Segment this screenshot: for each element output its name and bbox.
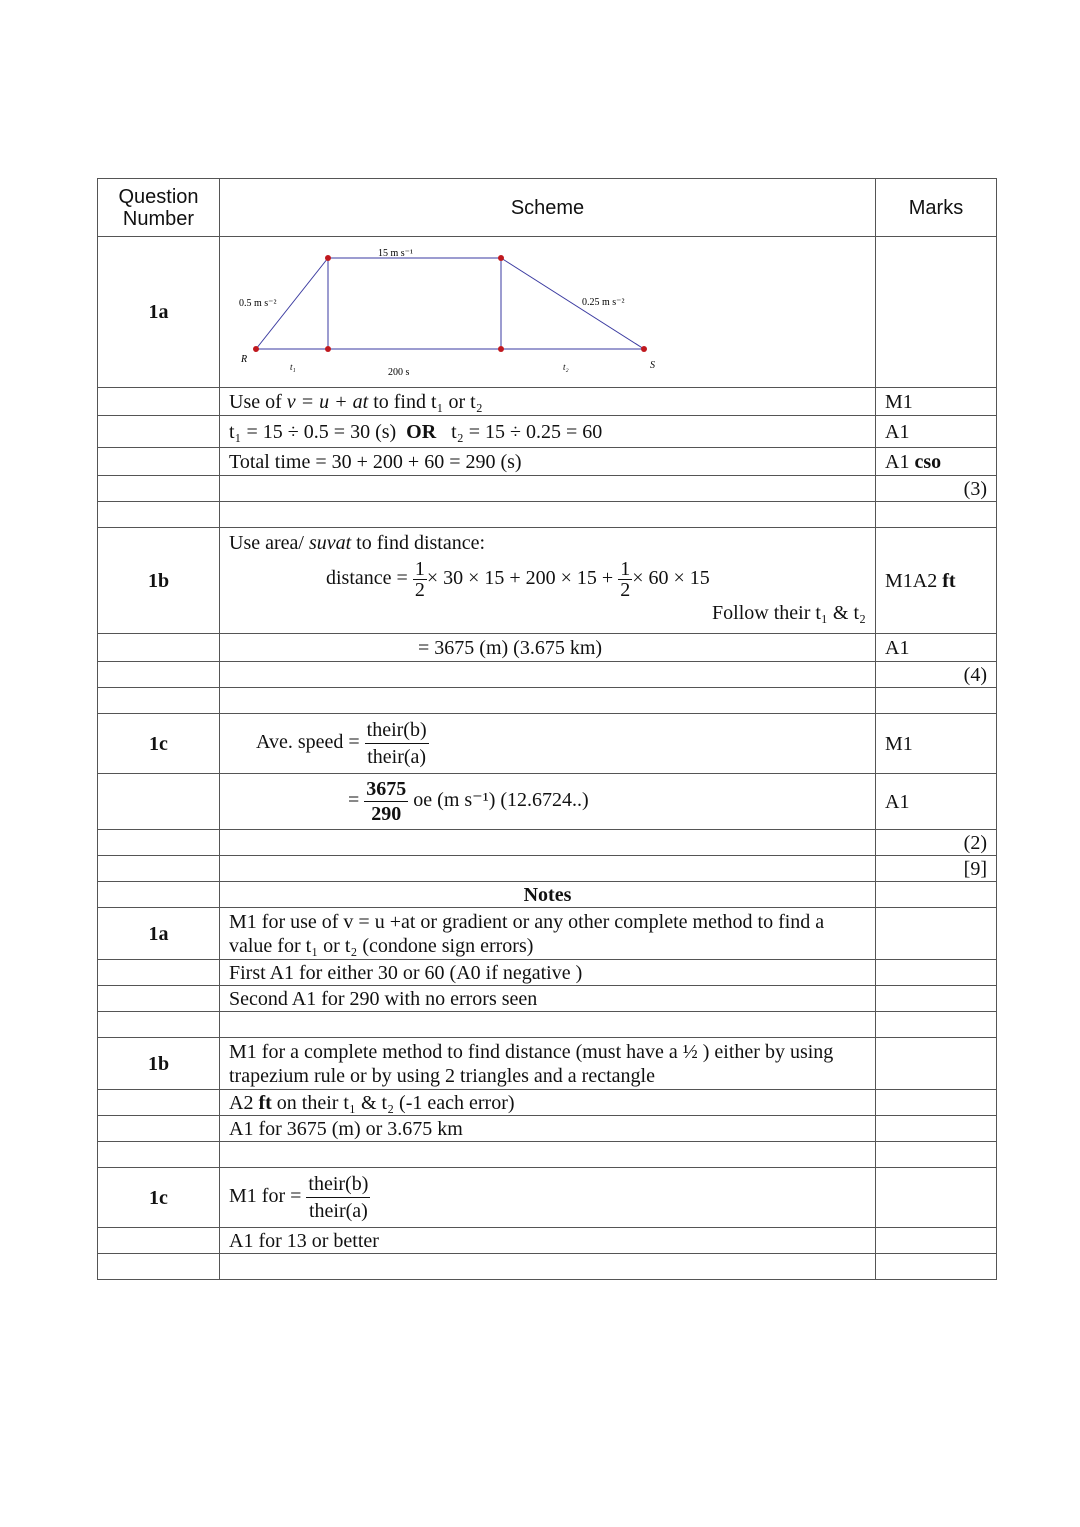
velocity-time-diagram — [220, 237, 875, 387]
spacer-row — [98, 1254, 997, 1280]
q1-grand-total-row — [98, 856, 997, 882]
q1c-mark: M1 — [876, 714, 997, 774]
q1b-follow-note: Follow their t₁ & t₂ — [712, 602, 866, 624]
note-1c-row — [98, 1168, 997, 1228]
note-1b-row — [98, 1038, 997, 1090]
note-1a-a1-row — [98, 960, 997, 986]
q1a-line3: Total time = 30 + 200 + 60 = 290 (s) — [220, 448, 876, 476]
q1b-result: = 3675 (m) (3.675 km) — [220, 634, 876, 662]
q1a-line1: Use of v = u + at to find t₁ or t₂ — [220, 388, 876, 416]
q1c-value-mark: A1 — [876, 774, 997, 830]
note-1b-a1-row — [98, 1116, 997, 1142]
note-1a-label: 1a — [98, 908, 220, 960]
header-question-number: Question Number — [98, 179, 220, 237]
q1b-total-row — [98, 662, 997, 688]
label-t1: t₁ — [290, 362, 296, 372]
point-S — [641, 346, 647, 352]
q1a-diagram-row — [98, 237, 997, 388]
velocity-time-diagram-cell — [220, 237, 876, 388]
q1a-total-row — [98, 476, 997, 502]
note-1b-label: 1b — [98, 1038, 220, 1090]
q1c-ave-speed: Ave. speed = $\frac{\text{their(b)}}{\text{their(a)}}$ — [220, 714, 876, 774]
q1b-working — [220, 528, 876, 634]
q1c-number: 1c — [98, 714, 220, 774]
top-speed-label: 15 m s⁻¹ — [378, 248, 413, 259]
note-1c-label: 1c — [98, 1168, 220, 1228]
q1c-total-row — [98, 830, 997, 856]
point-R — [253, 346, 259, 352]
q1a-line1-mark: M1 — [876, 388, 997, 416]
note-1a-a1b-row — [98, 986, 997, 1012]
q1b-main-row — [98, 528, 997, 634]
notes-title: Notes — [220, 882, 876, 908]
q1-grand-total: [9] — [876, 856, 997, 882]
q1c-value-row — [98, 774, 997, 830]
note-1a-row — [98, 908, 997, 960]
q1b-mark: M1A2 ft — [876, 528, 997, 634]
label-t2: t₂ — [563, 362, 569, 372]
q1a-line1-row — [98, 388, 997, 416]
q1c-main-row — [98, 714, 997, 774]
point-base-right — [498, 346, 504, 352]
spacer-row — [98, 688, 997, 714]
note-1c-a1: A1 for 13 or better — [220, 1228, 876, 1254]
decel-label: 0.25 m s⁻² — [582, 297, 625, 308]
note-1a-a1b: Second A1 for 290 with no errors seen — [220, 986, 876, 1012]
half-fraction: $\frac{1}{2}$ — [414, 558, 425, 601]
header-marks: Marks — [876, 179, 997, 237]
q1c-fraction: $\frac{\text{their(b)}}{\text{their(a)}}$ — [366, 719, 427, 768]
q1c-value: = $\frac{3675}{290}$ oe (m s⁻¹) (12.6724..) — [220, 774, 876, 830]
q1b-result-row — [98, 634, 997, 662]
q1a-number: 1a — [98, 237, 220, 388]
note-1c-a1-row — [98, 1228, 997, 1254]
label-S: S — [650, 360, 655, 371]
note-1a-a1: First A1 for either 30 or 60 (A0 if negative ) — [220, 960, 876, 986]
q1a-line2: t₁ = 15 ÷ 0.5 = 30 (s) OR t₂ = 15 ÷ 0.25 = 60 — [220, 416, 876, 448]
q1b-distance-expression: distance = $\frac{1}{2}$ × 30 × 15 + 200 × 15 + $\frac{1}{2}$ × 60 × 15 — [326, 558, 710, 601]
q1a-line3-row — [98, 448, 997, 476]
spacer-row — [98, 1012, 997, 1038]
q1c-total: (2) — [876, 830, 997, 856]
label-R: R — [241, 354, 248, 365]
q1a-line2-row — [98, 416, 997, 448]
note-1b-m1: M1 for a complete method to find distance (must have a ½ ) either by using trapezium rule or by using 2 triangles and a rectangle — [220, 1038, 876, 1090]
note-1c-m1: M1 for = $\frac{\text{their(b)}}{\text{their(a)}}$ — [220, 1168, 876, 1228]
q1a-line3-mark: A1 cso — [876, 448, 997, 476]
q1a-line2-mark: A1 — [876, 416, 997, 448]
point-top-left — [325, 255, 331, 261]
spacer-row — [98, 1142, 997, 1168]
point-base-left — [325, 346, 331, 352]
half-fraction-2: $\frac{1}{2}$ — [620, 558, 631, 601]
point-top-right — [498, 255, 504, 261]
q1b-intro: Use area/ suvat to find distance: — [229, 532, 486, 554]
note-1b-a1: A1 for 3675 (m) or 3.675 km — [220, 1116, 876, 1142]
mark-scheme-table — [97, 178, 997, 1280]
q1b-result-mark: A1 — [876, 634, 997, 662]
spacer-row — [98, 502, 997, 528]
q1b-total: (4) — [876, 662, 997, 688]
label-mid: 200 s — [388, 367, 410, 378]
notes-title-row — [98, 882, 997, 908]
note-1b-a2: A2 ft on their t₁ & t₂ (-1 each error) — [220, 1090, 876, 1116]
note-1b-a2-row — [98, 1090, 997, 1116]
note-1c-fraction: $\frac{\text{their(b)}}{\text{their(a)}}$ — [308, 1173, 369, 1222]
q1a-total: (3) — [876, 476, 997, 502]
header-row — [98, 179, 997, 237]
header-scheme: Scheme — [220, 179, 876, 237]
q1b-number: 1b — [98, 528, 220, 634]
q1c-value-fraction: $\frac{3675}{290}$ — [366, 778, 407, 825]
note-1a-m1: M1 for use of v = u +at or gradient or any other complete method to find a value for t₁ or t₂ (condone sign errors) — [220, 908, 876, 960]
accel-label: 0.5 m s⁻² — [239, 298, 277, 309]
q1a-diagram-marks — [876, 237, 997, 388]
